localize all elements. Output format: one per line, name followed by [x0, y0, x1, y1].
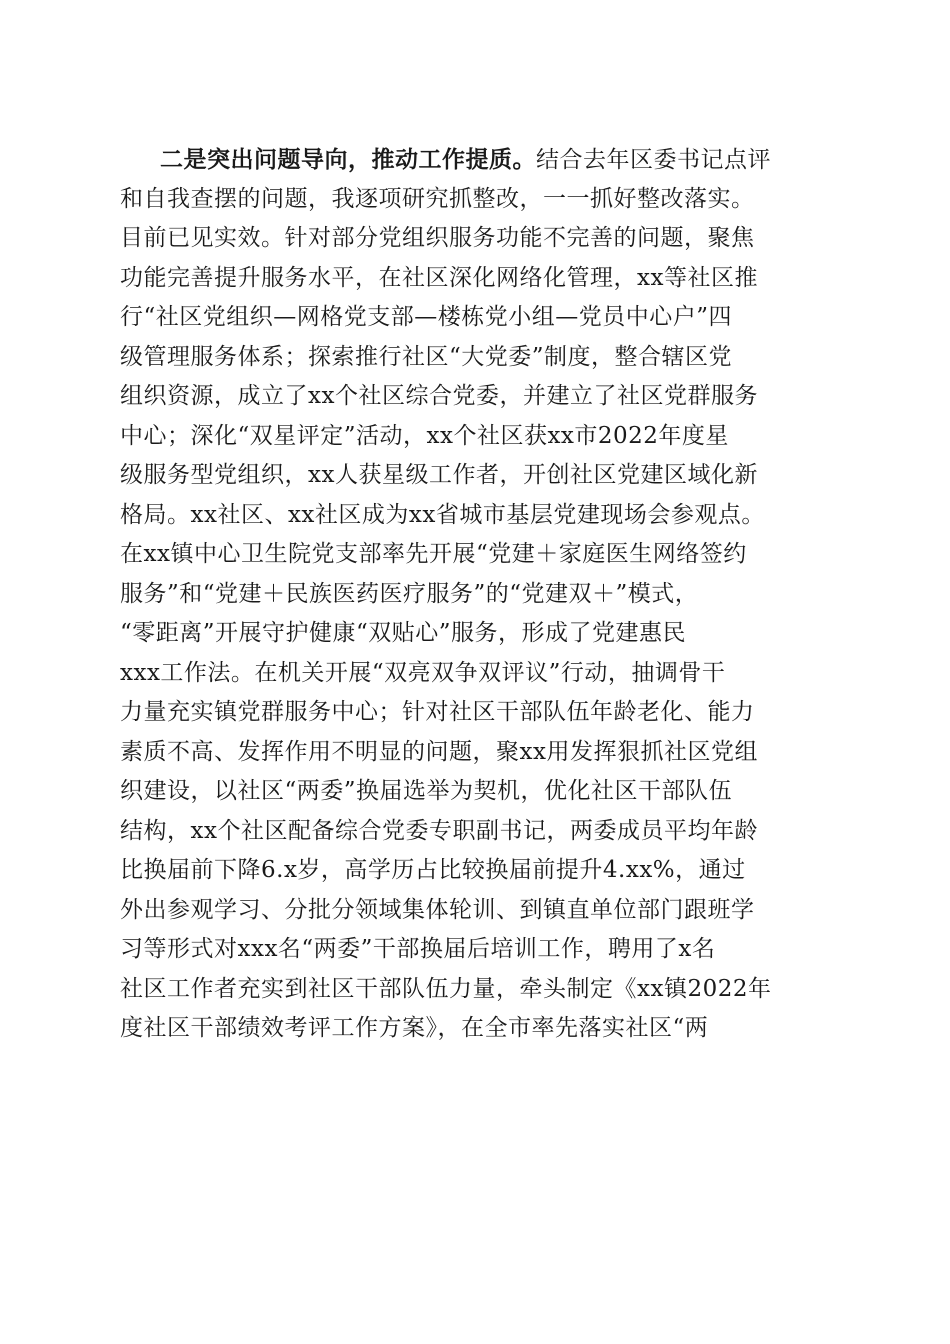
- text-line: 组织资源，成立了xx个社区综合党委，并建立了社区党群服务: [120, 383, 758, 409]
- text-line: 外出参观学习、分批分领域集体轮训、到镇直单位部门跟班学: [120, 896, 755, 923]
- text-line: 力量充实镇党群服务中心；针对社区干部队伍年龄老化、能力: [120, 699, 755, 725]
- text-line: 行“社区党组织—网格党支部—楼栋党小组—党员中心户”四: [120, 304, 733, 330]
- text-line: 比换届前下降6.x岁，高学历占比较换届前提升4.xx%，通过: [120, 857, 746, 883]
- text-line: 级服务型党组织，xx人获星级工作者，开创社区党建区域化新: [120, 462, 758, 488]
- text-line: 格局。xx社区、xx社区成为xx省城市基层党建现场会参观点。: [120, 501, 765, 528]
- text-line: 级管理服务体系；探索推行社区“大党委”制度，整合辖区党: [120, 343, 733, 370]
- text-line: 中心；深化“双星评定”活动，xx个社区获xx市2022年度星: [120, 422, 729, 449]
- text-line: 目前已见实效。针对部分党组织服务功能不完善的问题，聚焦: [120, 225, 755, 251]
- text-line-content: 结合去年区委书记点评: [536, 147, 771, 173]
- text-line: [120, 140, 835, 180]
- lead-sentence: 二是突出问题导向，推动工作提质。: [160, 146, 536, 173]
- body-paragraph: [120, 140, 835, 1049]
- text-line: 度社区干部绩效考评工作方案》，在全市率先落实社区“两: [120, 1015, 709, 1041]
- text-line: 服务”和“党建＋民族医药医疗服务”的“党建双＋”模式，: [120, 580, 699, 607]
- text-line: 素质不高、发挥作用不明显的问题，聚xx用发挥狠抓社区党组: [120, 738, 758, 765]
- text-line: 习等形式对xxx名“两委”干部换届后培训工作，聘用了x名: [120, 936, 716, 962]
- text-line: 和自我查摆的问题，我逐项研究抓整改，一一抓好整改落实。: [120, 185, 755, 212]
- text-line: 在xx镇中心卫生院党支部率先开展“党建＋家庭医生网络签约: [120, 541, 747, 567]
- text-line: xxx工作法。在机关开展“双亮双争双评议”行动，抽调骨干: [120, 659, 726, 686]
- text-line: 社区工作者充实到社区干部队伍力量，牵头制定《xx镇2022年: [120, 975, 772, 1002]
- text-line: “零距离”开展守护健康“双贴心”服务，形成了党建惠民: [120, 620, 687, 646]
- text-line: 功能完善提升服务水平，在社区深化网络化管理，xx等社区推: [120, 264, 758, 291]
- text-line: 织建设，以社区“两委”换届选举为契机，优化社区干部队伍: [120, 778, 733, 804]
- text-line: 结构，xx个社区配备综合党委专职副书记，两委成员平均年龄: [120, 817, 758, 844]
